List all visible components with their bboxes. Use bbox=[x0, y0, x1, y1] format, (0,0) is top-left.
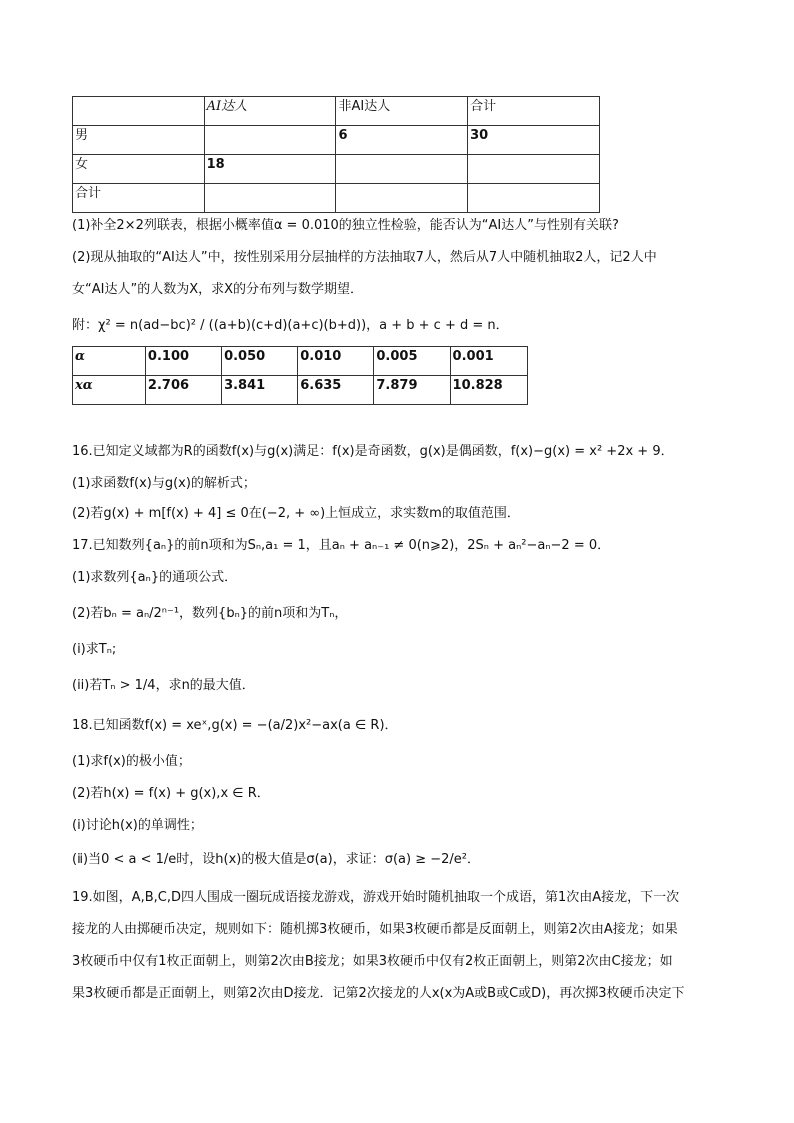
table-cell bbox=[336, 155, 468, 184]
table-row bbox=[73, 155, 600, 184]
table-cell bbox=[204, 184, 336, 213]
question-15-part-1: (1)补全2×2列联表，根据小概率值α = 0.010的独立性检验，能否认为“AI达人”与性别有关联? bbox=[72, 218, 619, 233]
critical-value-table bbox=[72, 346, 528, 405]
table-cell: 2.706 bbox=[145, 376, 221, 405]
question-15-part-2-cont: 女“AI达人”的人数为X，求X的分布列与数学期望． bbox=[72, 282, 364, 297]
question-15-part-2: (2)现从抽取的“AI达人”中，按性别采用分层抽样的方法抽取7人，然后从7人中随机抽取2人，记2人中 bbox=[72, 250, 657, 265]
table-cell: 0.010 bbox=[298, 347, 374, 376]
table-cell: 6.635 bbox=[298, 376, 374, 405]
question-18-sub-i: (ⅰ)讨论h(x)的单调性； bbox=[72, 818, 203, 833]
table-cell: 男 bbox=[73, 126, 205, 155]
question-16: 16.已知定义域都为R的函数f(x)与g(x)满足：f(x)是奇函数，g(x)是偶函数，f(x)−g(x) = x² +2x + 9． bbox=[72, 444, 674, 459]
table-cell: 3.841 bbox=[222, 376, 298, 405]
question-18: 18.已知函数f(x) = xeˣ,g(x) = −(a/2)x²−ax(a ∈ R)． bbox=[72, 718, 398, 733]
question-19-line-2: 接龙的人由掷硬币决定，规则如下：随机掷3枚硬币，如果3枚硬币都是反面朝上，则第2次由A接龙；如果 bbox=[72, 922, 678, 937]
table-cell: 6 bbox=[336, 126, 468, 155]
table-cell bbox=[468, 155, 600, 184]
table-cell bbox=[204, 126, 336, 155]
question-17-part-2: (2)若bₙ = aₙ/2ⁿ⁻¹，数列{bₙ}的前n项和为Tₙ， bbox=[72, 606, 348, 621]
question-19-line-4: 果3枚硬币都是正面朝上，则第2次由D接龙．记第2次接龙的人x(x为A或B或C或D)，再次掷3枚硬币决定下 bbox=[72, 986, 685, 1001]
question-17: 17.已知数列{aₙ}的前n项和为Sₙ,a₁ = 1，且aₙ + aₙ₋₁ ≠ 0(n⩾2)，2Sₙ + aₙ²−aₙ−2 = 0． bbox=[72, 538, 611, 553]
table-cell: 0.005 bbox=[374, 347, 450, 376]
table-row bbox=[73, 126, 600, 155]
table-row bbox=[73, 184, 600, 213]
table-cell: 合计 bbox=[468, 97, 600, 126]
table-cell: 合计 bbox=[73, 184, 205, 213]
question-17-sub-ii: (ii)若Tₙ > 1/4，求n的最大值． bbox=[72, 678, 255, 693]
question-17-sub-i: (i)求Tₙ; bbox=[72, 642, 117, 657]
table-cell: AI达人 bbox=[204, 97, 336, 126]
table-cell: 非AI达人 bbox=[336, 97, 468, 126]
table-cell: 0.001 bbox=[450, 347, 527, 376]
table-row bbox=[73, 347, 528, 376]
question-19-line-3: 3枚硬币中仅有1枚正面朝上，则第2次由B接龙；如果3枚硬币中仅有2枚正面朝上，则第2次由C接龙；如 bbox=[72, 954, 673, 969]
question-18-sub-ii: (ⅱ)当0 < a < 1/e时，设h(x)的极大值是σ(a)，求证：σ(a) ≥ −2/e²． bbox=[72, 852, 480, 867]
table-cell bbox=[73, 97, 205, 126]
table-cell: 30 bbox=[468, 126, 600, 155]
table-cell: 10.828 bbox=[450, 376, 527, 405]
table-cell: 0.050 bbox=[222, 347, 298, 376]
table-cell bbox=[468, 184, 600, 213]
table-row bbox=[73, 376, 528, 405]
table-cell bbox=[336, 184, 468, 213]
question-16-part-2: (2)若g(x) + m[f(x) + 4] ≤ 0在(−2, + ∞)上恒成立，求实数m的取值范围． bbox=[72, 506, 520, 521]
table-cell: 0.100 bbox=[145, 347, 221, 376]
table-cell: 女 bbox=[73, 155, 205, 184]
question-19-line-1: 19.如图，A,B,C,D四人围成一圈玩成语接龙游戏，游戏开始时随机抽取一个成语，第1次由A接龙，下一次 bbox=[72, 890, 680, 905]
contingency-table bbox=[72, 96, 600, 213]
question-16-part-1: (1)求函数f(x)与g(x)的解析式； bbox=[72, 476, 256, 491]
table-cell: 7.879 bbox=[374, 376, 450, 405]
table-row bbox=[73, 97, 600, 126]
question-17-part-1: (1)求数列{aₙ}的通项公式． bbox=[72, 570, 238, 585]
table-cell: 18 bbox=[204, 155, 336, 184]
table-cell: α bbox=[73, 347, 146, 376]
chi-square-formula: 附：χ² = n(ad−bc)² / ((a+b)(c+d)(a+c)(b+d))，a + b + c + d = n． bbox=[72, 318, 509, 333]
table-cell: xα bbox=[73, 376, 146, 405]
question-18-part-2: (2)若h(x) = f(x) + g(x),x ∈ R． bbox=[72, 786, 270, 801]
question-18-part-1: (1)求f(x)的极小值； bbox=[72, 754, 191, 769]
